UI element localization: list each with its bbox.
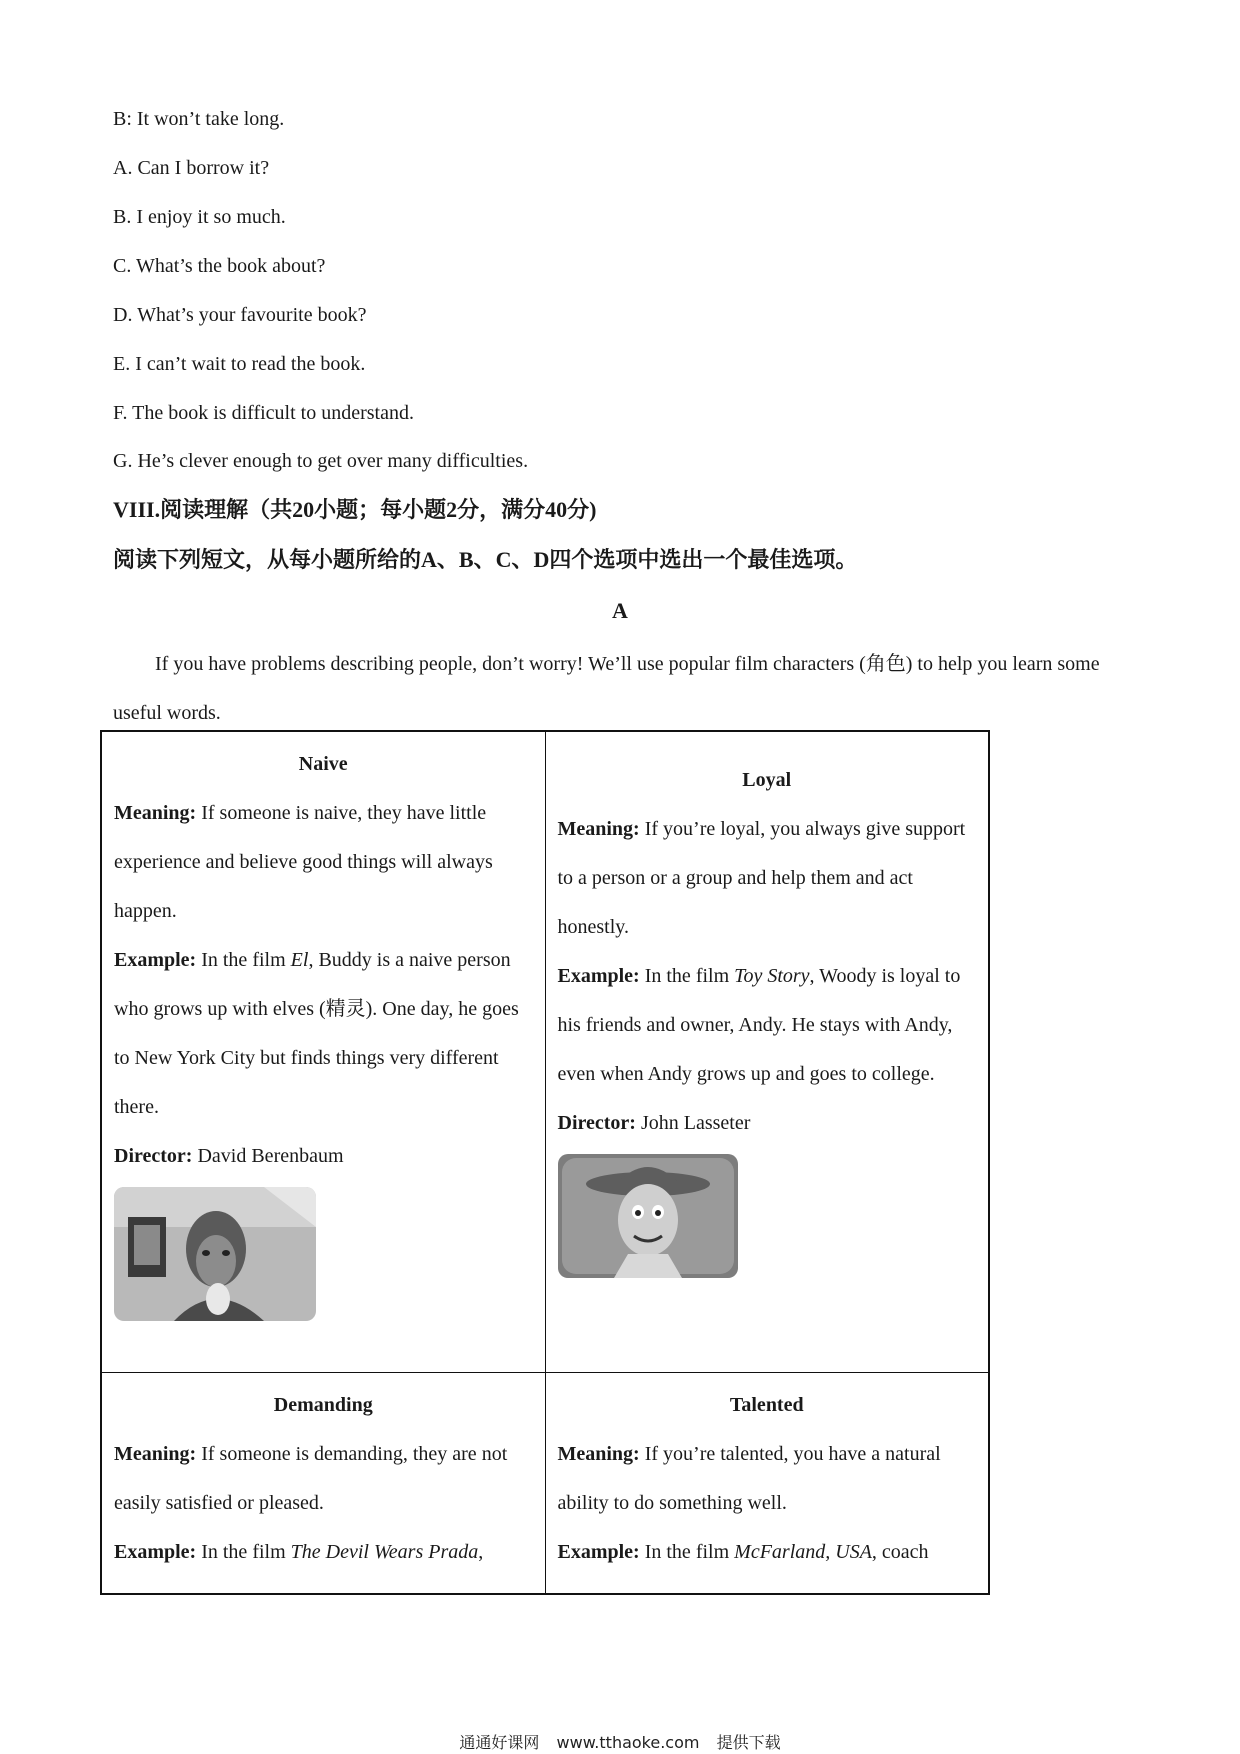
meaning-text: If someone is naive, they have little experience and believe good things will always happen. — [114, 802, 493, 922]
example-text: , Buddy is a naive person who grows up with elves (精灵). One day, he goes to New York City but finds things very different there. — [114, 949, 519, 1118]
meaning-label: Meaning: — [114, 1443, 197, 1465]
card-meaning — [558, 1430, 977, 1528]
example-label: Example: — [114, 1541, 197, 1563]
film-still-photo — [114, 1187, 316, 1321]
example-pre: In the film — [644, 965, 735, 987]
card-example — [558, 1528, 977, 1577]
card-meaning — [558, 805, 977, 952]
card-example — [114, 936, 533, 1132]
film-title: El — [290, 949, 309, 971]
option-line-5: E. I can’t wait to read the book. — [113, 353, 366, 375]
example-label: Example: — [557, 965, 640, 987]
example-text: , Woody is loyal to his friends and owner, Andy. He stays with Andy, even when Andy grows up and goes to college. — [557, 965, 961, 1085]
film-title: The Devil Wears Prada — [290, 1541, 479, 1563]
example-pre: In the film — [201, 1541, 291, 1563]
director-name: John Lasseter — [640, 1112, 751, 1134]
option-line-1: A. Can I borrow it? — [113, 157, 270, 179]
director-name: David Berenbaum — [197, 1145, 344, 1167]
card-naive — [101, 731, 545, 1373]
page-footer — [0, 1730, 1240, 1753]
example-label: Example: — [114, 949, 197, 971]
card-title: Loyal — [742, 769, 792, 791]
vocabulary-table — [100, 730, 990, 1595]
director-label: Director: — [557, 1112, 636, 1134]
meaning-text: If you’re loyal, you always give support to a person or a group and help them and act honestly. — [557, 818, 966, 938]
option-line-7: G. He’s clever enough to get over many difficulties. — [113, 450, 529, 472]
meaning-text: If you’re talented, you have a natural ability to do something well. — [557, 1443, 941, 1514]
footer-site-name: 通通好课网 — [459, 1733, 540, 1752]
meaning-label: Meaning: — [557, 1443, 640, 1465]
option-line-6: F. The book is difficult to understand. — [113, 402, 414, 424]
section-instruction: 阅读下列短文，从每小题所给的A、B、C、D四个选项中选出一个最佳选项。 — [113, 547, 858, 572]
example-text: , coach — [871, 1541, 929, 1563]
passage-intro: If you have problems describing people, don’t worry! We’ll use popular film characters (角色) to help you learn some useful words. — [113, 653, 1100, 724]
option-line-3: C. What’s the book about? — [113, 255, 326, 277]
meaning-label: Meaning: — [557, 818, 640, 840]
card-demanding — [101, 1373, 545, 1595]
example-text: , — [478, 1541, 484, 1563]
example-label: Example: — [557, 1541, 640, 1563]
footer-url: www.tthaoke.com — [556, 1733, 700, 1752]
footer-suffix: 提供下载 — [716, 1733, 781, 1752]
card-meaning — [114, 1430, 533, 1528]
card-director — [558, 1099, 977, 1148]
example-pre: In the film — [201, 949, 291, 971]
meaning-label: Meaning: — [114, 802, 197, 824]
card-title: Talented — [729, 1394, 804, 1416]
card-loyal — [545, 731, 989, 1373]
passage-letter: A — [612, 598, 628, 623]
example-pre: In the film — [644, 1541, 735, 1563]
card-example — [558, 952, 977, 1099]
card-director — [114, 1132, 533, 1181]
option-line-0: B: It won’t take long. — [113, 108, 285, 130]
film-title: McFarland, USA — [734, 1541, 872, 1563]
card-title: Demanding — [273, 1394, 373, 1416]
card-example — [114, 1528, 533, 1577]
meaning-text: If someone is demanding, they are not easily satisfied or pleased. — [114, 1443, 508, 1514]
option-line-2: B. I enjoy it so much. — [113, 206, 286, 228]
director-label: Director: — [114, 1145, 193, 1167]
film-still-cartoon — [558, 1154, 738, 1278]
film-title: Toy Story — [734, 965, 810, 987]
section-heading: VIII.阅读理解（共20小题；每小题2分，满分40分) — [113, 497, 597, 522]
card-title: Naive — [298, 753, 348, 775]
card-talented — [545, 1373, 989, 1595]
card-meaning — [114, 789, 533, 936]
option-line-4: D. What’s your favourite book? — [113, 304, 367, 326]
